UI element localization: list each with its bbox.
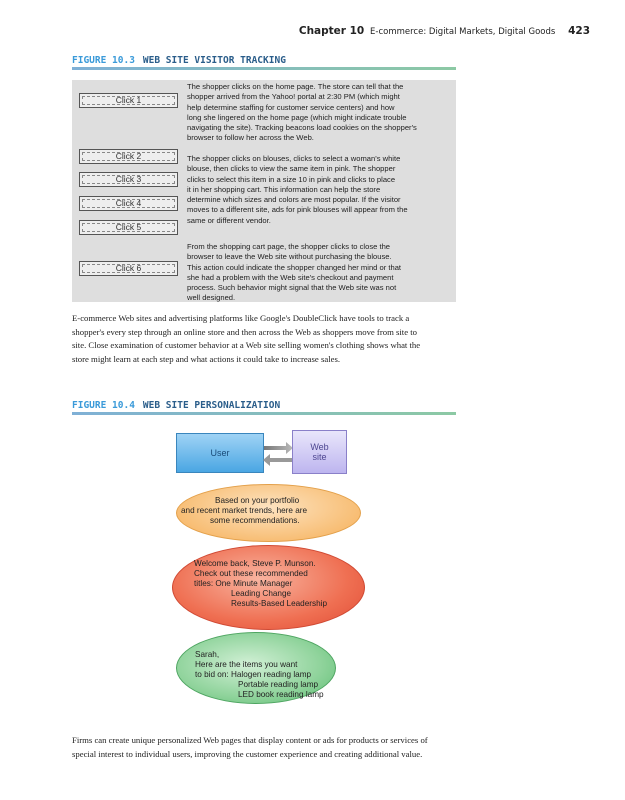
step-1-description: The shopper clicks on the home page. The store can tell that the shopper arrived from the Yahoo! portal at 2:30 PM (which might help determine staffing for customer service centers) and how long she lingered on the home page (which might indicate trouble navigating the site). Tracking beacons load cookies on the shopper's browser to follow her across the Web. xyxy=(187,82,417,143)
chapter-label: Chapter 10 xyxy=(298,25,365,37)
user-box: User xyxy=(176,433,264,473)
step-3-description: From the shopping cart page, the shopper clicks to close the browser to leave the Web site without purchasing the blouse. This action could indicate the shopper changed her mind or that she had a problem with the Web site's checkout and payment process. Such behavior might signal that the Web site was not well designed. xyxy=(187,242,402,303)
figure-10-3-caption: E-commerce Web sites and advertising platforms like Google's DoubleClick have tools to track a shopper's every step through an online store and then across the Web as shoppers move from site to site. Close examination of customer behavior at a Web site selling women's clothing shows what the store might learn at each step and what actions it could take to increase sales. xyxy=(72,313,421,364)
click-2-box: Click 2 xyxy=(79,149,178,164)
figure-number: FIGURE 10.3 xyxy=(72,55,135,66)
figure-title-rule xyxy=(72,67,456,70)
book-recommendation-ellipse: Welcome back, Steve P. Munson. Check out these recommended titles: One Minute Manager Leading Change Results-Based Leadership xyxy=(172,545,365,630)
click-4-box: Click 4 xyxy=(79,196,178,211)
web-label-line-1: Web xyxy=(310,442,329,452)
figure-number: FIGURE 10.4 xyxy=(72,400,135,411)
figure-10-4-caption: Firms can create unique personalized Web pages that display content or ads for products or services of special interest to individual users, improving the customer experience and creating additional value. xyxy=(72,735,428,759)
auction-items-ellipse: Sarah, Here are the items you want to bid on: Halogen reading lamp Portable reading lamp LED book reading lamp xyxy=(176,632,336,704)
figure-caption-title: WEB SITE VISITOR TRACKING xyxy=(142,55,286,66)
click-3-box: Click 3 xyxy=(79,172,178,187)
chapter-title: E-commerce: Digital Markets, Digital Goods xyxy=(370,27,556,37)
portfolio-recommendation-ellipse: Based on your portfolio and recent market trends, here are some recommendations. xyxy=(176,484,361,542)
figure-10-4-title xyxy=(72,400,280,411)
web-site-box xyxy=(292,430,347,474)
step-2-description: The shopper clicks on blouses, clicks to select a woman's white blouse, then clicks to view the same item in pink. The shopper clicks to select this item in a size 10 in pink and clicks to place it in her shopping cart. This information can help the store determine which sizes and colors are most popular. If the visitor moves to a different site, ads for pink blouses will appear from the same or different vendor. xyxy=(187,154,408,225)
page-number: 423 xyxy=(568,25,590,37)
figure-caption-title: WEB SITE PERSONALIZATION xyxy=(142,400,281,411)
click-1-box: Click 1 xyxy=(79,93,178,108)
click-5-box: Click 5 xyxy=(79,220,178,235)
click-6-box: Click 6 xyxy=(79,261,178,276)
running-header xyxy=(0,25,590,37)
two-way-arrows-icon xyxy=(262,440,294,468)
figure-title-rule xyxy=(72,412,456,415)
web-label-line-2: site xyxy=(312,452,327,462)
figure-10-3-title xyxy=(72,55,286,66)
